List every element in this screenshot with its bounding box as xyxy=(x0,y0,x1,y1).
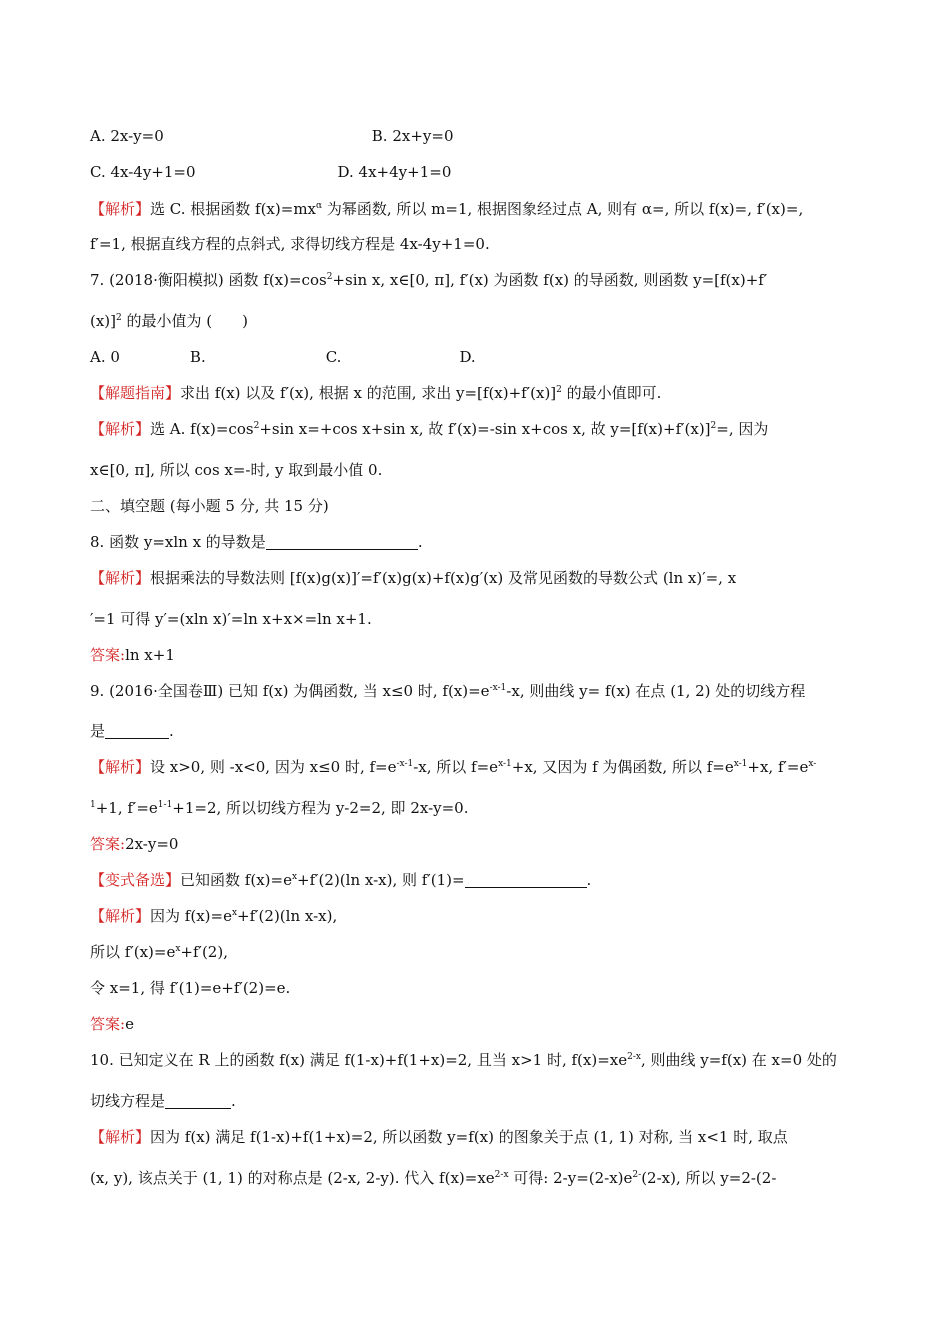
variant-question: 【变式备选】已知函数 $f(x)=e^x+f'(2)(\ln$ x-x), 则 f′(1)= . xyxy=(90,871,592,889)
answer-variant: 答案:e xyxy=(90,1015,134,1033)
option-line-cd-q6 xyxy=(90,162,451,182)
analysis-variant: 【解析】因为 $f(x)=e^x+f'(2)(\ln$ x-x), xyxy=(90,907,338,925)
option-d: D. 4x+4y+1=0 xyxy=(337,163,452,181)
option-b: B. 2x+y=0 xyxy=(371,127,454,145)
guide-tag: 【解题指南】 xyxy=(90,384,181,402)
options-q7 xyxy=(90,347,476,367)
answer-q9: 答案:2x-y=0 xyxy=(90,835,179,853)
question-10-cont: 切线方程是 . xyxy=(90,1092,236,1110)
option-c: C. 4x-4y+1=0 xyxy=(90,163,196,181)
solution-guide-q7: 【解题指南】求出 f(x) 以及 f′(x), 根据 x 的范围, 求出 $y=[f(x)+f'(x)]^2$ 的最小值即可. xyxy=(90,384,662,402)
answer-q8: 答案:ln x+1 xyxy=(90,646,175,664)
analysis-q6-cont: f′=1, 根据直线方程的点斜式, 求得切线方程是 4x-4y+1=0. xyxy=(90,235,490,253)
answer-blank xyxy=(465,872,587,888)
variant-tag: 【变式备选】 xyxy=(90,871,181,889)
analysis-q7: 【解析】选 A. $f(x)=\cos^2+\sin$ x=+cos x+sin x, 故 f′(x)=-sin x+cos x, 故 $y=[f(x)+f'(x)]^2=$, 因为 xyxy=(90,420,769,438)
answer-blank xyxy=(165,1093,231,1109)
answer-tag: 答案: xyxy=(90,835,126,853)
question-10: 10. 已知定义在 R 上的函数 f(x) 满足 f(1-x)+f(1+x)=2, 且当 x>1 时, $f(x)=xe^{2-x}$, 则曲线 y=f(x) 在 x=0 处的 xyxy=(90,1051,837,1069)
analysis-tag: 【解析】 xyxy=(90,200,151,218)
analysis-variant-3: 令 x=1, 得 f′(1)=e+f′(2)=e. xyxy=(90,979,291,997)
analysis-q7-cont: x∈[0, π], 所以 cos x=-时, y 取到最小值 0. xyxy=(90,461,383,479)
analysis-tag: 【解析】 xyxy=(90,1128,151,1146)
analysis-tag: 【解析】 xyxy=(90,420,151,438)
question-9: 9. (2016·全国卷Ⅲ) 已知 f(x) 为偶函数, 当 x≤0 时, $f(x)=e^{-x-1}-x$, 则曲线 y= f(x) 在点 (1, 2) 处的切线方程 xyxy=(90,682,806,700)
option-d: D. xyxy=(459,348,476,366)
analysis-tag: 【解析】 xyxy=(90,758,151,776)
answer-tag: 答案: xyxy=(90,646,126,664)
analysis-variant-2: 所以 $f'(x)=e^x+f'(2)$, xyxy=(90,943,228,961)
analysis-q6: 【解析】选 C. 根据函数 $f(x)=mx^\alpha$ 为幂函数, 所以 m=1, 根据图象经过点 A, 则有 α=, 所以 f(x)=, f′(x)=, xyxy=(90,200,804,218)
answer-tag: 答案: xyxy=(90,1015,126,1033)
option-line-ab-q6 xyxy=(90,126,453,146)
question-9-cont: 是 . xyxy=(90,722,174,740)
option-a: A. 0 xyxy=(90,348,120,366)
answer-blank xyxy=(266,534,418,550)
question-8: 8. 函数 y=xln x 的导数是 . xyxy=(90,533,423,551)
analysis-q8-cont: ′=1 可得 y′=(xln x)′=ln x+x×=ln x+1. xyxy=(90,610,372,628)
question-7: 7. (2018·衡阳模拟) 函数 $f(x)=\cos^2+\sin$ x, x∈[0, π], f′(x) 为函数 f(x) 的导函数, 则函数 y=[f(x)+f′ xyxy=(90,271,768,289)
analysis-tag: 【解析】 xyxy=(90,907,151,925)
option-c: C. xyxy=(325,348,342,366)
question-7-cont: (x)]$^2$ 的最小值为 ( ) xyxy=(90,312,248,330)
analysis-tag: 【解析】 xyxy=(90,569,151,587)
analysis-q9: 【解析】设 x>0, 则 -x<0, 因为 x≤0 时, $f=e^{-x-1}-x$, 所以 $f=e^{x-1}+x$, 又因为 f 为偶函数, 所以 $f=e^{x-1}+x$, $f'=e^{x-}$ xyxy=(90,758,817,776)
analysis-q10-cont: (x, y), 该点关于 (1, 1) 的对称点是 (2-x, 2-y). 代入 $f(x)=xe^{2-x}$ 可得: $2-y=(2-x)e^{2-}(2-x)$, 所以 y=2-(2- xyxy=(90,1169,777,1187)
analysis-q9-cont: $^1$+1, $f'=e^{1-1}+1=2$, 所以切线方程为 y-2=2, 即 2x-y=0. xyxy=(90,799,469,817)
option-a: A. 2x-y=0 xyxy=(90,127,164,145)
option-b: B. xyxy=(189,348,206,366)
answer-blank xyxy=(105,723,169,739)
analysis-q10: 【解析】因为 f(x) 满足 f(1-x)+f(1+x)=2, 所以函数 y=f(x) 的图象关于点 (1, 1) 对称, 当 x<1 时, 取点 xyxy=(90,1128,788,1146)
section-heading: 二、填空题 (每小题 5 分, 共 15 分) xyxy=(90,497,329,515)
analysis-q8: 【解析】根据乘法的导数法则 [f(x)g(x)]′=f′(x)g(x)+f(x)g′(x) 及常见函数的导数公式 (ln x)′=, x xyxy=(90,569,737,587)
